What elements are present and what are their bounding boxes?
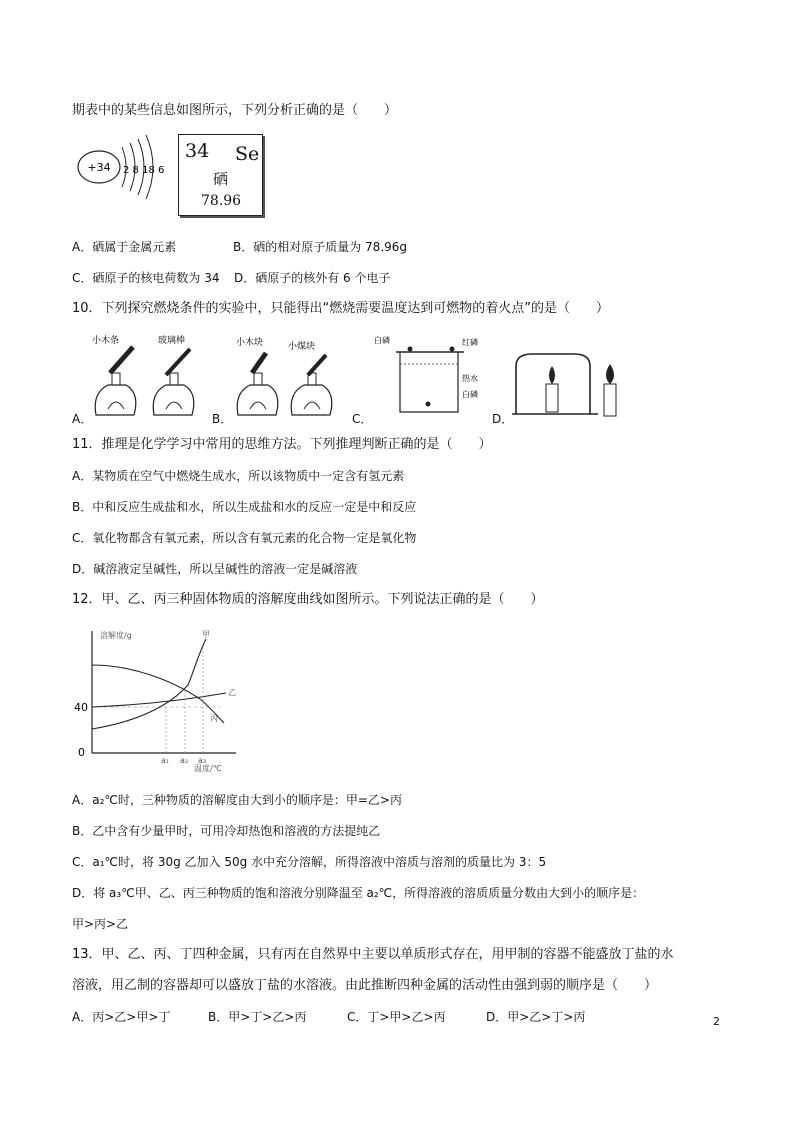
q9-option-b: B．硒的相对原子质量为 78.96g [233, 240, 408, 254]
q10-c-label-red-p: 红磷 [462, 338, 478, 347]
q12-x-tick-a1: a₁ [161, 756, 170, 765]
q9-option-c: C．硒原子的核电荷数为 34 [72, 271, 220, 285]
q10-option-b-label: B． [212, 412, 233, 426]
q12-solubility-graph [70, 625, 250, 775]
q12-stem: 12．甲、乙、丙三种固体物质的溶解度曲线如图所示。下列说法正确的是（ ） [72, 592, 544, 607]
element-name: 硒 [213, 170, 229, 188]
q10-figure-c [370, 334, 490, 419]
q11-option-b: B．中和反应生成盐和水，所以生成盐和水的反应一定是中和反应 [72, 500, 417, 514]
q12-curve-bing [92, 665, 224, 723]
q9-option-d: D．硒原子的核外有 6 个电子 [234, 271, 391, 285]
q13-option-b: B．甲>丁>乙>丙 [208, 1010, 307, 1024]
q12-y-axis-label: 溶解度/g [100, 631, 132, 640]
q12-curve-jia-label: 甲 [202, 630, 210, 639]
q12-curve-jia [92, 639, 206, 729]
q10-c-label-white-p-underwater: 白磷 [462, 390, 478, 399]
selenium-atom-structure-figure [74, 135, 166, 215]
q12-option-d-line2: 甲>丙>乙 [72, 917, 129, 931]
q13-option-a: A．丙>乙>甲>丁 [72, 1010, 171, 1024]
q11-option-d: D．碱溶液定呈碱性，所以呈碱性的溶液一定是碱溶液 [72, 562, 358, 576]
q10-option-a-label: A． [72, 412, 93, 426]
q12-option-b: B．乙中含有少量甲时，可用冷却热饱和溶液的方法提纯乙 [72, 824, 381, 838]
q12-option-a: A．a₂℃时，三种物质的溶解度由大到小的顺序是：甲=乙>丙 [72, 793, 402, 807]
q13-stem-line1: 13．甲、乙、丙、丁四种金属，只有丙在自然界中主要以单质形式存在，用甲制的容器不能盛放丁盐的水 [72, 947, 674, 962]
q10-figure-d [512, 352, 642, 420]
q10-c-label-hot-water: 热水 [462, 374, 478, 383]
q10-c-label-white-p: 白磷 [374, 336, 390, 345]
q10-b-label-wood: 小木块 [236, 338, 264, 348]
q12-x-tick-a3: a₃ [198, 756, 207, 765]
q10-figure-b [230, 333, 345, 423]
element-atomic-number: 34 [185, 140, 210, 162]
page-number: 2 [713, 1015, 720, 1028]
q13-stem-line2: 溶液，用乙制的容器却可以盛放丁盐的水溶液。由此推断四种金属的活动性由强到弱的顺序是（ ） [72, 978, 658, 993]
q10-b-label-coal: 小煤块 [288, 342, 316, 352]
q12-option-c: C．a₁℃时，将 30g 乙加入 50g 水中充分溶解，所得溶液中溶质与溶剂的质量比为 3：5 [72, 855, 547, 869]
q11-option-c: C．氧化物都含有氧元素，所以含有氧元素的化合物一定是氧化物 [72, 531, 417, 545]
q11-stem: 11．推理是化学学习中常用的思维方法。下列推理判断正确的是（ ） [72, 437, 492, 452]
q10-stem: 10．下列探究燃烧条件的实验中，只能得出“燃烧需要温度达到可燃物的着火点”的是（ ） [72, 301, 610, 316]
q10-a-label-rod: 玻璃棒 [158, 336, 186, 346]
element-cell-se [178, 134, 263, 216]
q10-figure-a [88, 333, 208, 423]
q13-option-c: C．丁>甲>乙>丙 [347, 1010, 446, 1024]
q12-option-d-line1: D．将 a₃℃甲、乙、丙三种物质的饱和溶液分别降温至 a₂℃，所得溶液的溶质质量分数由大到小的顺序是： [72, 886, 645, 900]
q12-y-tick-0: 0 [78, 746, 85, 759]
element-atomic-mass: 78.96 [201, 193, 242, 209]
element-symbol: Se [235, 143, 260, 165]
q12-y-tick-40: 40 [74, 701, 88, 714]
q9-option-a: A．硒属于金属元素 [72, 240, 177, 254]
q12-curve-yi-label: 乙 [228, 688, 236, 697]
q10-option-d-label: D． [492, 412, 514, 426]
q12-x-axis-label: 温度/℃ [194, 764, 222, 773]
q11-option-a: A．某物质在空气中燃烧生成水，所以该物质中一定含有氢元素 [72, 469, 405, 483]
q12-x-tick-a2: a₂ [180, 756, 189, 765]
q13-option-d: D．甲>乙>丁>丙 [486, 1010, 586, 1024]
q10-a-label-stick: 小木条 [92, 336, 120, 346]
atom-nucleus-charge: +34 [87, 161, 111, 174]
q9-stem-tail: 期表中的某些信息如图所示，下列分析正确的是（ ） [72, 103, 398, 118]
atom-electron-shells: 2 8 18 6 [123, 165, 165, 176]
q12-curve-bing-label: 丙 [210, 714, 218, 723]
q10-option-c-label: C． [352, 412, 373, 426]
